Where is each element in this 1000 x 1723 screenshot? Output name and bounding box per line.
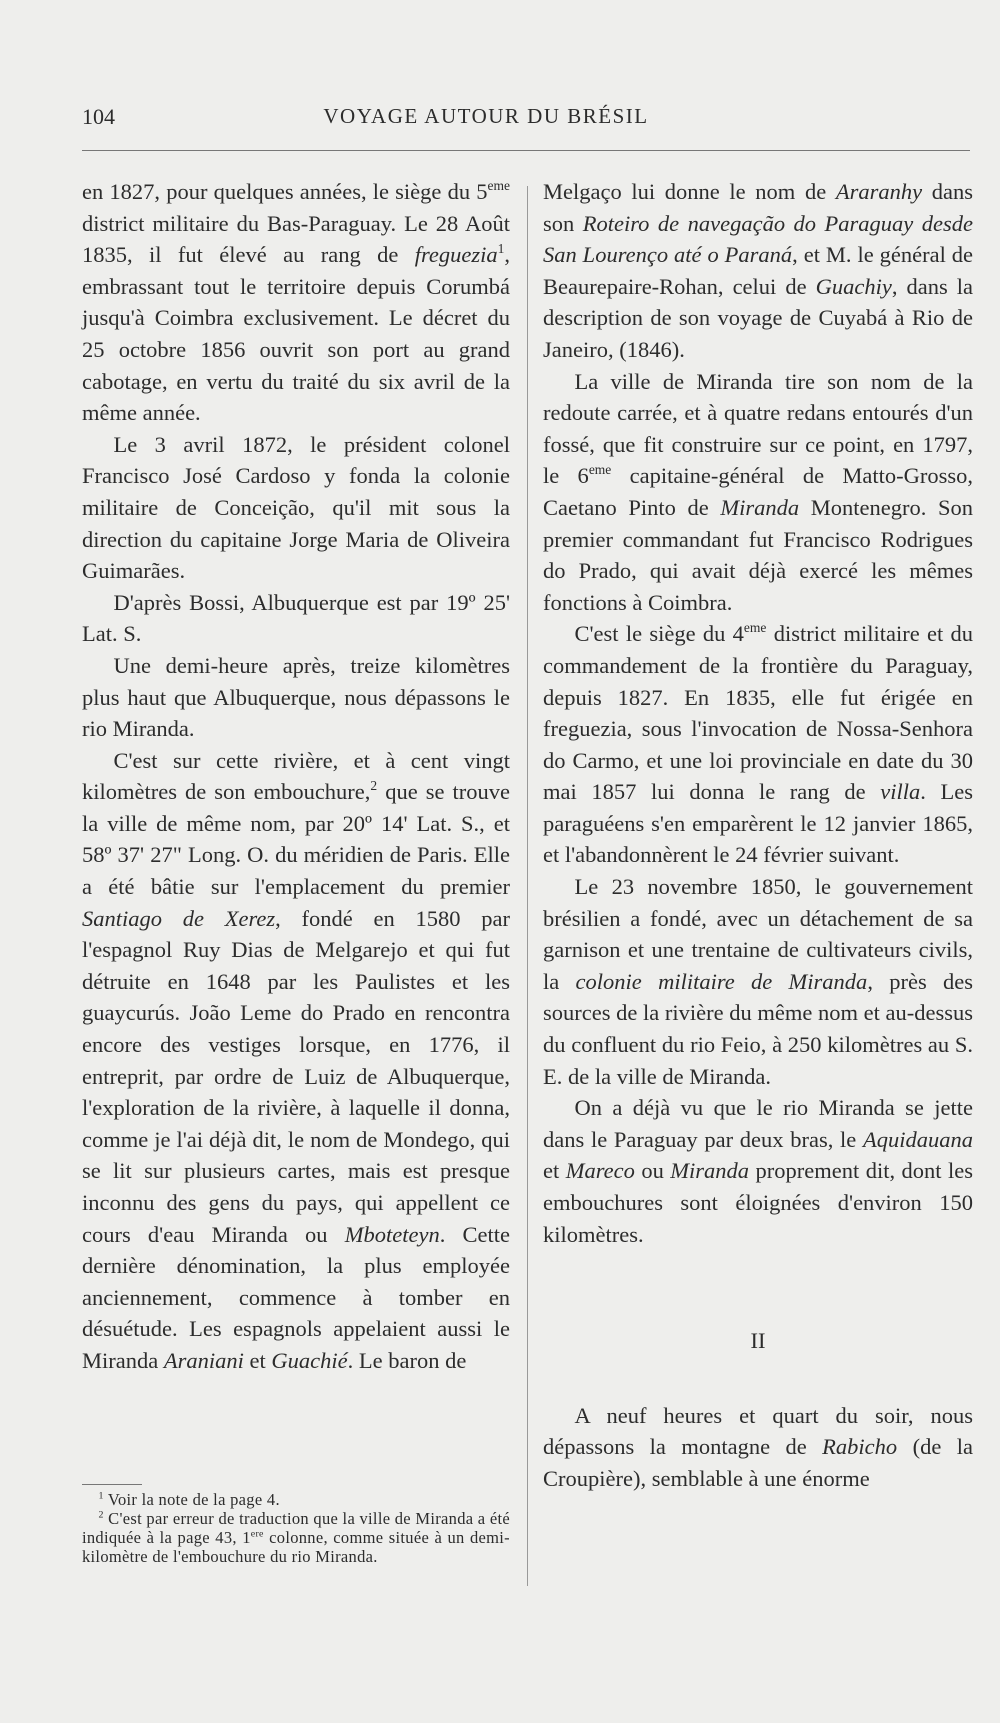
text-run: , fondé en 1580 par l'espagnol Ruy Dias de Melgarejo et qui fut détruite en 1648 par les Paulistes et les guaycurús. João Leme do Prado en rencontra encore des vestiges lorsque, en 1776, il entreprit, par ordre de Luiz de Albuquerque, l'exploration de la rivière, à laquelle il donna, comme je l'ai déjà dit, le nom de Mondego, qui se lit sur plusieurs cartes, mais est presque inconnu des gens du pays, qui appellent ce cours d'eau Miranda ou bbox=[82, 905, 510, 1247]
text-run: C'est sur cette rivière, et à cent vingt kilomètres de son embouchure, bbox=[82, 747, 510, 805]
superscript: eme bbox=[487, 178, 510, 194]
italic-term: Mboteteyn bbox=[344, 1221, 440, 1247]
italic-term: Santiago de Xerez bbox=[82, 905, 276, 931]
column-divider bbox=[527, 186, 528, 1586]
section-number: II bbox=[750, 1328, 766, 1354]
footnote-text: colonne, comme située à un demi-kilomètre de l'embouchure du rio Miranda. bbox=[82, 1528, 510, 1566]
footnotes bbox=[82, 1490, 510, 1566]
italic-term: Miranda bbox=[720, 494, 800, 520]
page-number: 104 bbox=[82, 104, 115, 129]
footnote bbox=[82, 1509, 510, 1566]
italic-term: Aquidauana bbox=[863, 1126, 973, 1152]
superscript: eme bbox=[743, 620, 767, 636]
italic-term: Araranhy bbox=[835, 179, 923, 204]
text-run: On a déjà vu que le rio Miranda se jette dans le Paraguay par deux bras, le bbox=[543, 1095, 973, 1152]
text-run: . Cette dernière dénomination, la plus employée anciennement, commence à tomber en désuétude. Les espagnols appelaient aussi le Miranda bbox=[82, 1221, 510, 1373]
text-run: . Les paraguéens s'en emparèrent le 12 janvier 1865, et l'abandonnèrent le 24 février suivant. bbox=[543, 779, 973, 868]
italic-term: Mareco bbox=[565, 1158, 635, 1184]
footnote-ref: 1 bbox=[497, 241, 505, 257]
text-run: proprement dit, dont les embouchures sont éloignées d'environ 150 kilomètres. bbox=[543, 1158, 973, 1247]
running-title: VOYAGE AUTOUR DU BRÉSIL bbox=[323, 104, 649, 128]
superscript: eme bbox=[588, 462, 612, 478]
footnote-rule bbox=[82, 1484, 142, 1485]
italic-term: Guachié bbox=[271, 1347, 348, 1373]
italic-term: Guachiy bbox=[815, 273, 892, 299]
text-run: , près des sources de la rivière du même nom et au-dessus du confluent du rio Feio, à 250 kilomètres au S. E. de la ville de Miranda. bbox=[543, 968, 974, 1089]
text-run: , et M. le général de Beaurepaire-Rohan, celui de bbox=[543, 242, 973, 299]
text-run: et bbox=[243, 1347, 272, 1373]
text-run: . Le baron de bbox=[347, 1347, 467, 1373]
italic-term: Araniani bbox=[163, 1347, 244, 1373]
footnote-text: Voir la note de la page 4. bbox=[103, 1490, 280, 1509]
paragraph bbox=[543, 618, 973, 871]
footnote bbox=[82, 1490, 510, 1509]
right-column bbox=[543, 176, 973, 1495]
text-run: district militaire et du commandement de la frontière du Paraguay, depuis 1827. En 1835, elle fut érigée en freguezia, sous l'invocation de Nossa-Senhora do Carmo, et une loi provinciale en date du 30 mai 1857 lui donna le rang de bbox=[543, 621, 973, 805]
header-rule bbox=[82, 150, 970, 151]
italic-term: Miranda bbox=[670, 1158, 750, 1184]
footnote-text: C'est par erreur de traduction que la ville de Miranda a été indiquée à la page 43, 1 bbox=[82, 1509, 510, 1547]
paragraph: D'après Bossi, Albuquerque est par 19º 25' Lat. S. bbox=[82, 589, 510, 647]
text-run: capitaine-général de Matto-Grosso, Caetano Pinto de bbox=[543, 463, 973, 520]
paragraph bbox=[82, 176, 510, 429]
paragraph bbox=[543, 1400, 973, 1495]
footnote-mark: 2 bbox=[98, 1509, 104, 1521]
text-run: La ville de Miranda tire son nom de la redoute carrée, et à quatre redans entourés d'un fossé, que fit construire sur ce point, en 1797, le 6 bbox=[543, 368, 973, 489]
text-run: ou bbox=[634, 1158, 671, 1184]
italic-term: colonie militaire de Miranda bbox=[575, 968, 868, 994]
paragraph bbox=[543, 176, 973, 366]
italic-term: Rabicho bbox=[822, 1434, 898, 1460]
text-run: , dans la description de son voyage de Cuyabá à Rio de Janeiro, (1846). bbox=[543, 273, 973, 362]
paragraph: Le 3 avril 1872, le président colonel Francisco José Cardoso y fonda la colonie militaire de Conceição, qu'il mit sous la direction du capitaine Jorge Maria de Oliveira Guimarães. bbox=[82, 431, 510, 584]
paragraph bbox=[543, 871, 973, 1092]
footnote-ref: 2 bbox=[370, 778, 378, 794]
text-run: dans son bbox=[543, 179, 973, 236]
text-run: , embrassant tout le territoire depuis Corumbá jusqu'à Coimbra exclusivement. Le décret du 25 octobre 1856 ouvrit son port au grand cabotage, en vertu du traité du six avril de la même année. bbox=[82, 242, 510, 426]
paragraph bbox=[82, 745, 510, 1377]
paragraph: Une demi-heure après, treize kilomètres plus haut que Albuquerque, nous dépassons le rio Miranda. bbox=[82, 652, 510, 742]
text-run: que se trouve la ville de même nom, par 20º 14' Lat. S., et 58º 37' 27" Long. O. du méridien de Paris. Elle a été bâtie sur l'emplacement du premier bbox=[82, 779, 510, 900]
paragraph bbox=[543, 366, 973, 619]
text-run: C'est le siège du 4 bbox=[574, 621, 744, 647]
text-run: Montenegro. Son premier commandant fut Francisco Rodrigues do Prado, qui avait déjà exercé les mêmes fonctions à Coimbra. bbox=[543, 494, 973, 615]
italic-term: freguezia bbox=[414, 242, 498, 268]
left-column bbox=[82, 176, 510, 1377]
italic-term: villa bbox=[880, 779, 921, 805]
footnote-mark: 1 bbox=[98, 1490, 104, 1502]
text-run: district militaire du Bas-Paraguay. Le 28 Août 1835, il fut élevé au rang de bbox=[82, 210, 510, 268]
text-run: en 1827, pour quelques années, le siège du 5 bbox=[82, 179, 488, 204]
text-run: (de la Croupière), semblable à une énorme bbox=[543, 1434, 973, 1491]
paragraph bbox=[543, 1092, 973, 1250]
text-run: A neuf heures et quart du soir, nous dépassons la montagne de bbox=[543, 1402, 973, 1460]
text-run: Melgaço lui donne le nom de bbox=[543, 179, 836, 204]
text-run: Le 23 novembre 1850, le gouvernement brésilien a fondé, avec un détachement de sa garnison et une trentaine de cultivateurs civils, la bbox=[543, 874, 973, 994]
text-run: et bbox=[543, 1158, 566, 1184]
italic-term: Roteiro de navegação do Paraguay desde San Lourenço até o Paraná bbox=[543, 210, 973, 268]
superscript: ere bbox=[250, 1528, 264, 1540]
